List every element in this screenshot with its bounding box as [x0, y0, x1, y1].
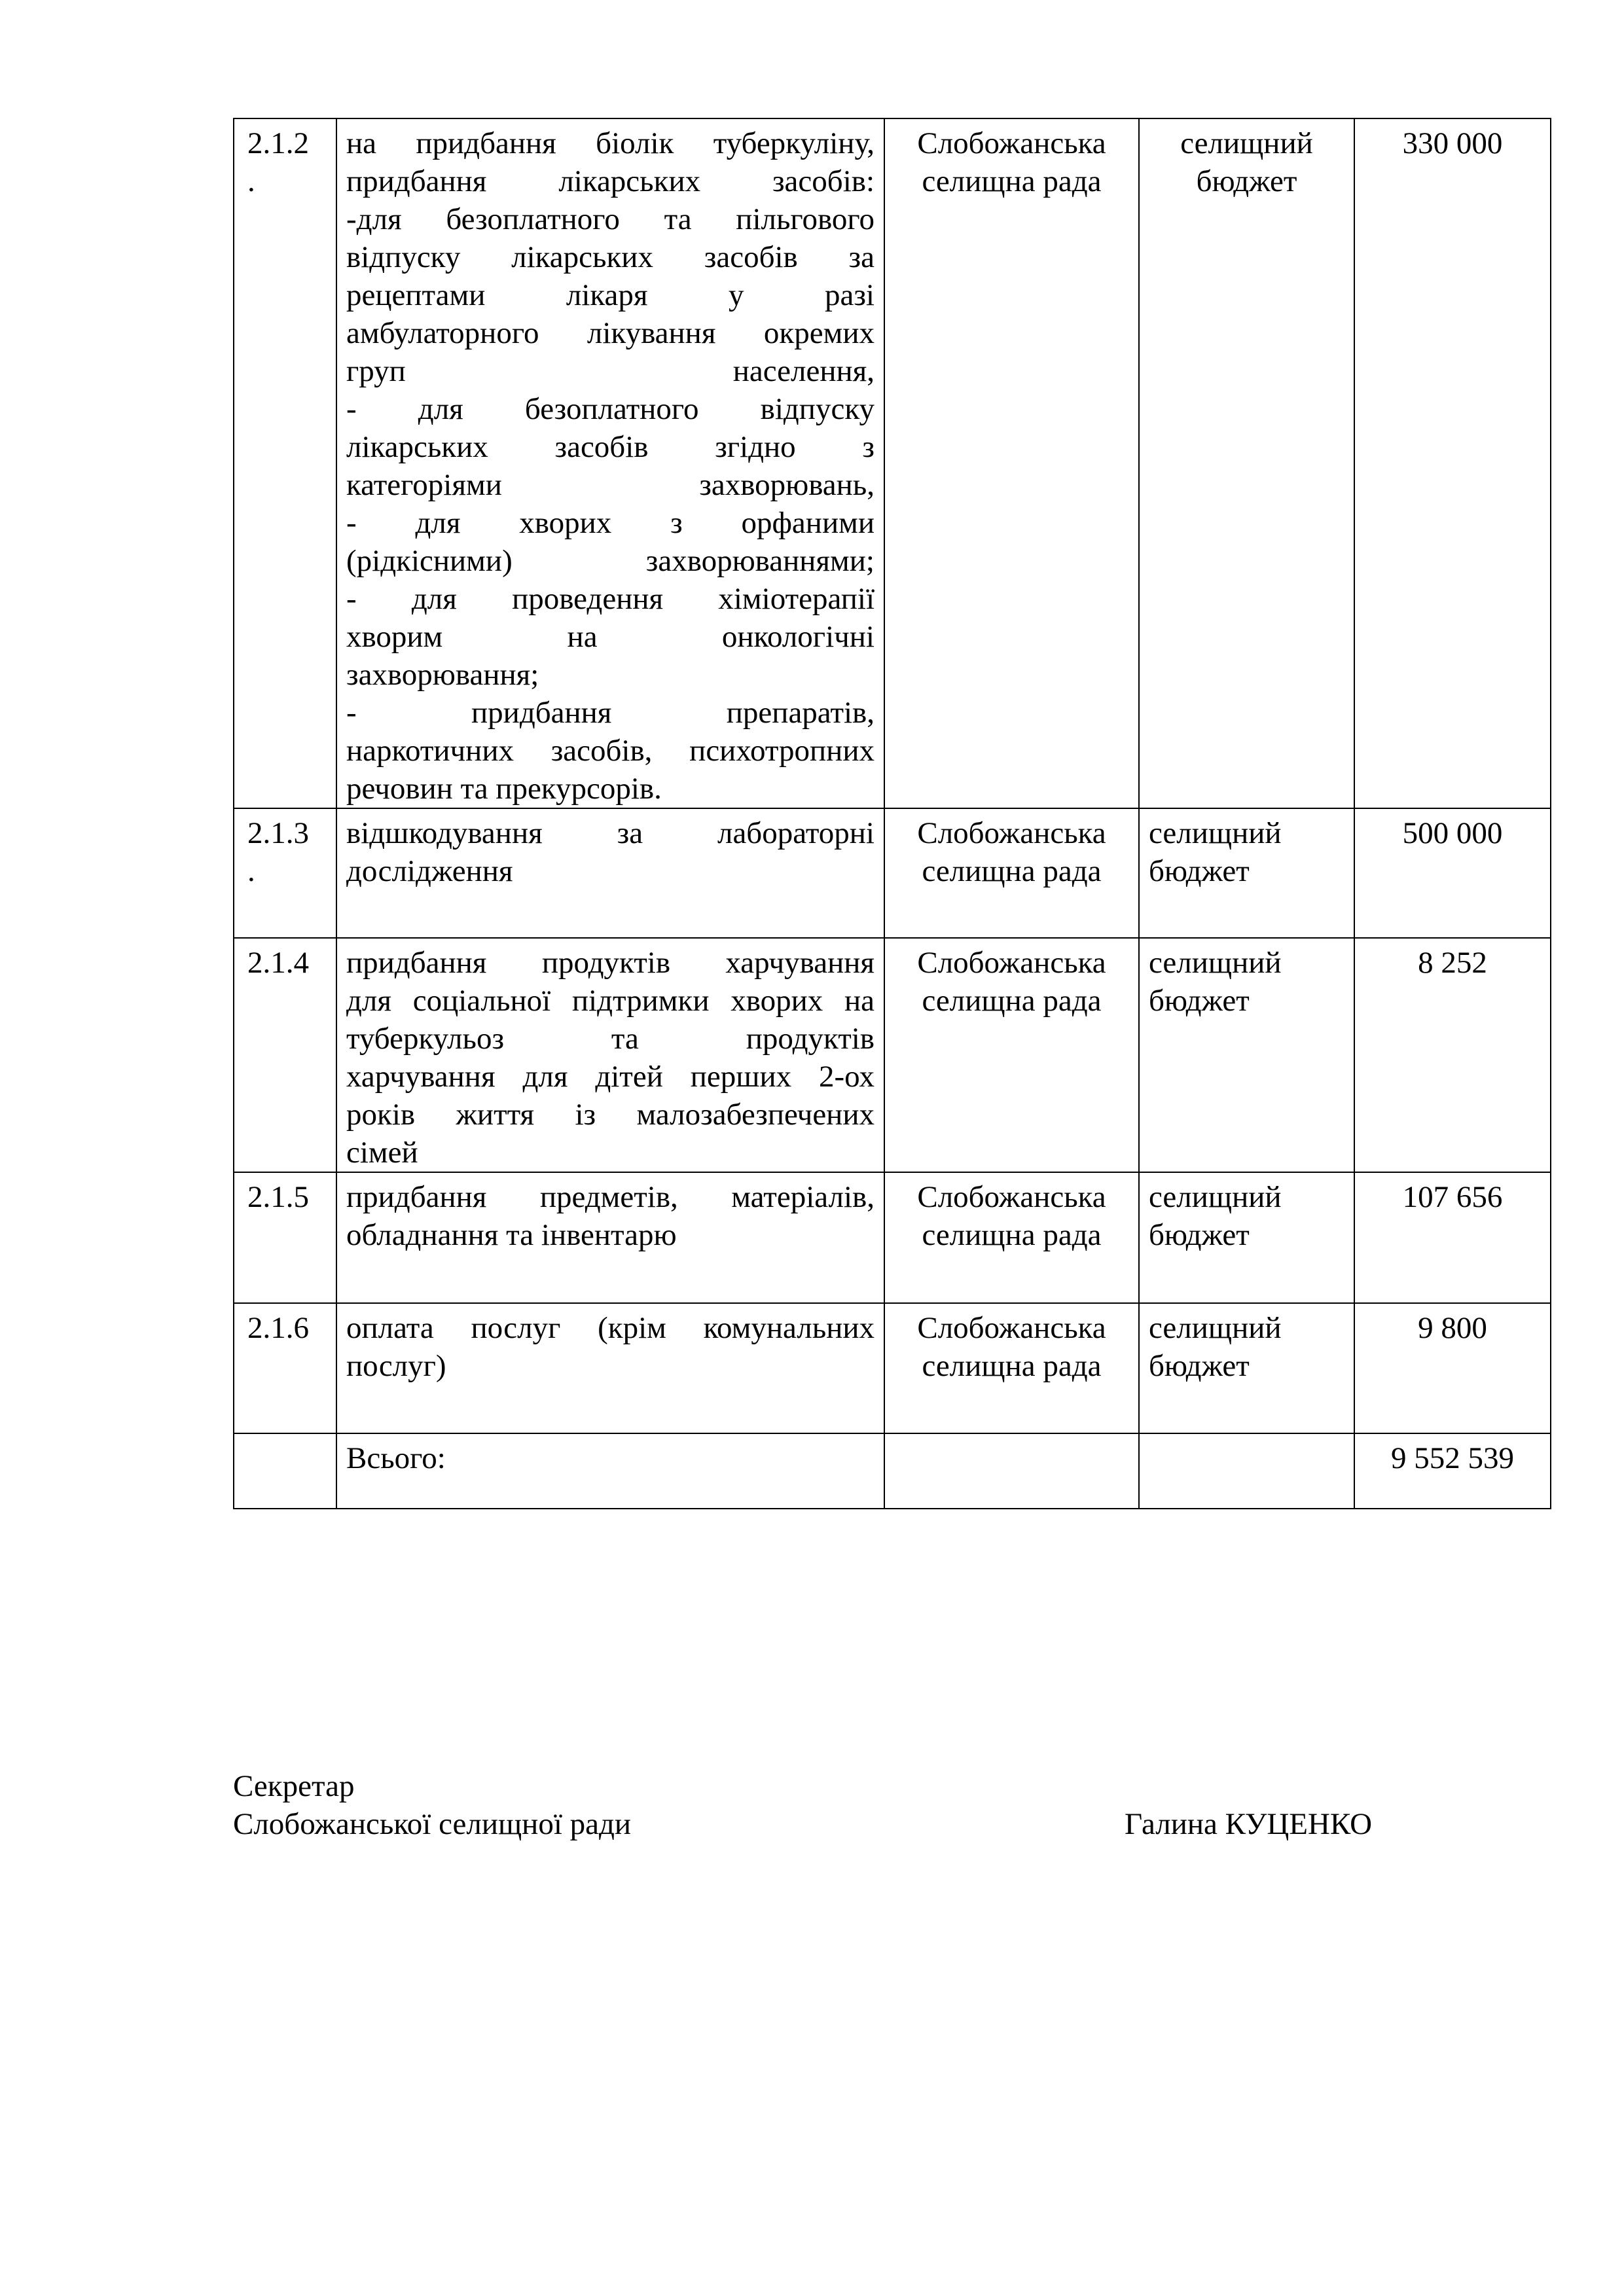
total-amount: 9 552 539: [1354, 1433, 1551, 1509]
empty-cell: [884, 1433, 1139, 1509]
cell-text-line: - придбання препаратів,: [346, 696, 875, 730]
cell-text-line: Слобожанська: [917, 946, 1106, 980]
cell-text-line: туберкульоз та продуктів: [346, 1022, 875, 1056]
cell-text-line: речовин та прекурсорів.: [346, 772, 662, 806]
cell-text-line: селищний: [1180, 126, 1313, 160]
item-number-cell: [234, 1303, 336, 1433]
funding-source-cell: [1139, 938, 1354, 1172]
cell-text-line: амбулаторного лікування окремих: [346, 316, 875, 350]
cell-text-line: дослідження: [346, 854, 513, 888]
cell-text-line: Слобожанська: [917, 1311, 1106, 1345]
cell-text-line: захворювання;: [346, 658, 539, 692]
cell-text-line: селищна рада: [922, 1218, 1102, 1252]
item-description-cell: [336, 1172, 884, 1303]
cell-text-line: придбання продуктів харчування: [346, 946, 875, 980]
cell-text-line: бюджет: [1149, 984, 1250, 1018]
cell-text-line: 2.1.4: [247, 946, 309, 980]
signature-position-line2: Слобожанської селищної ради: [233, 1807, 632, 1841]
signature-name: Галина КУЦЕНКО: [1125, 1807, 1373, 1841]
amount-cell: 9 800: [1354, 1303, 1551, 1433]
cell-text-line: .: [247, 854, 255, 888]
funding-source-cell: [1139, 1303, 1354, 1433]
cell-text-line: придбання предметів, матеріалів,: [346, 1180, 875, 1214]
cell-text-line: послуг): [346, 1349, 446, 1383]
cell-text-line: бюджет: [1149, 854, 1250, 888]
cell-text-line: .: [247, 164, 255, 198]
cell-text-line: 2.1.3: [247, 816, 309, 850]
item-description-cell: [336, 1303, 884, 1433]
amount-cell: 107 656: [1354, 1172, 1551, 1303]
funding-source-cell: [1139, 118, 1354, 808]
cell-text-line: селищна рада: [922, 1349, 1102, 1383]
item-description-cell: [336, 808, 884, 938]
cell-text-line: селищна рада: [922, 984, 1102, 1018]
total-label: Всього:: [336, 1433, 884, 1509]
cell-text-line: Слобожанська: [917, 816, 1106, 850]
amount-cell: 8 252: [1354, 938, 1551, 1172]
item-number-cell: [234, 118, 336, 808]
table-row: [234, 808, 1551, 938]
executor-cell: [884, 118, 1139, 808]
cell-text-line: 2.1.6: [247, 1311, 309, 1345]
cell-text-line: рецептами лікаря у разі: [346, 278, 875, 312]
item-number-cell: [234, 938, 336, 1172]
total-row: [234, 1433, 1551, 1509]
cell-text-line: відшкодування за лабораторні: [346, 816, 875, 850]
cell-text-line: -для безоплатного та пільгового: [346, 202, 875, 236]
cell-text-line: селищна рада: [922, 854, 1102, 888]
item-description-cell: [336, 938, 884, 1172]
table-row: [234, 1303, 1551, 1433]
signature-position-line1: Секретар: [233, 1769, 355, 1803]
cell-text-line: наркотичних засобів, психотропних: [346, 734, 875, 768]
cell-text-line: категоріями захворювань,: [346, 468, 875, 502]
cell-text-line: відпуску лікарських засобів за: [346, 240, 875, 274]
funding-source-cell: [1139, 1172, 1354, 1303]
cell-text-line: 2.1.2: [247, 126, 309, 160]
item-description-cell: [336, 118, 884, 808]
table-row: [234, 938, 1551, 1172]
executor-cell: [884, 1303, 1139, 1433]
cell-text-line: (рідкісними) захворюваннями;: [346, 544, 875, 578]
cell-text-line: груп населення,: [346, 354, 875, 388]
amount-cell: 330 000: [1354, 118, 1551, 808]
budget-table: [233, 118, 1551, 1509]
executor-cell: [884, 808, 1139, 938]
cell-text-line: бюджет: [1149, 1218, 1250, 1252]
cell-text-line: 2.1.5: [247, 1180, 309, 1214]
item-number-cell: [234, 808, 336, 938]
cell-text-line: обладнання та інвентарю: [346, 1218, 677, 1252]
cell-text-line: селищна рада: [922, 164, 1102, 198]
funding-source-cell: [1139, 808, 1354, 938]
cell-text-line: для соціальної підтримки хворих на: [346, 984, 875, 1018]
amount-cell: 500 000: [1354, 808, 1551, 938]
cell-text-line: селищний: [1149, 1311, 1282, 1345]
table-row: [234, 118, 1551, 808]
cell-text-line: - для проведення хіміотерапії: [346, 582, 875, 616]
cell-text-line: сімей: [346, 1136, 418, 1170]
cell-text-line: - для безоплатного відпуску: [346, 392, 875, 426]
cell-text-line: оплата послуг (крім комунальних: [346, 1311, 875, 1345]
cell-text-line: селищний: [1149, 1180, 1282, 1214]
cell-text-line: харчування для дітей перших 2-ох: [346, 1060, 875, 1094]
empty-cell: [1139, 1433, 1354, 1509]
cell-text-line: - для хворих з орфаними: [346, 506, 875, 540]
cell-text-line: на придбання біолік туберкуліну,: [346, 126, 875, 160]
executor-cell: [884, 1172, 1139, 1303]
cell-text-line: бюджет: [1149, 1349, 1250, 1383]
cell-text-line: Слобожанська: [917, 126, 1106, 160]
table-row: [234, 1172, 1551, 1303]
cell-text-line: придбання лікарських засобів:: [346, 164, 875, 198]
cell-text-line: бюджет: [1196, 164, 1297, 198]
item-number-cell: [234, 1172, 336, 1303]
cell-text-line: селищний: [1149, 946, 1282, 980]
cell-text-line: лікарських засобів згідно з: [346, 430, 875, 464]
cell-text-line: років життя із малозабезпечених: [346, 1098, 875, 1132]
cell-text-line: хворим на онкологічні: [346, 620, 875, 654]
cell-text-line: селищний: [1149, 816, 1282, 850]
executor-cell: [884, 938, 1139, 1172]
empty-cell: [234, 1433, 336, 1509]
cell-text-line: Слобожанська: [917, 1180, 1106, 1214]
